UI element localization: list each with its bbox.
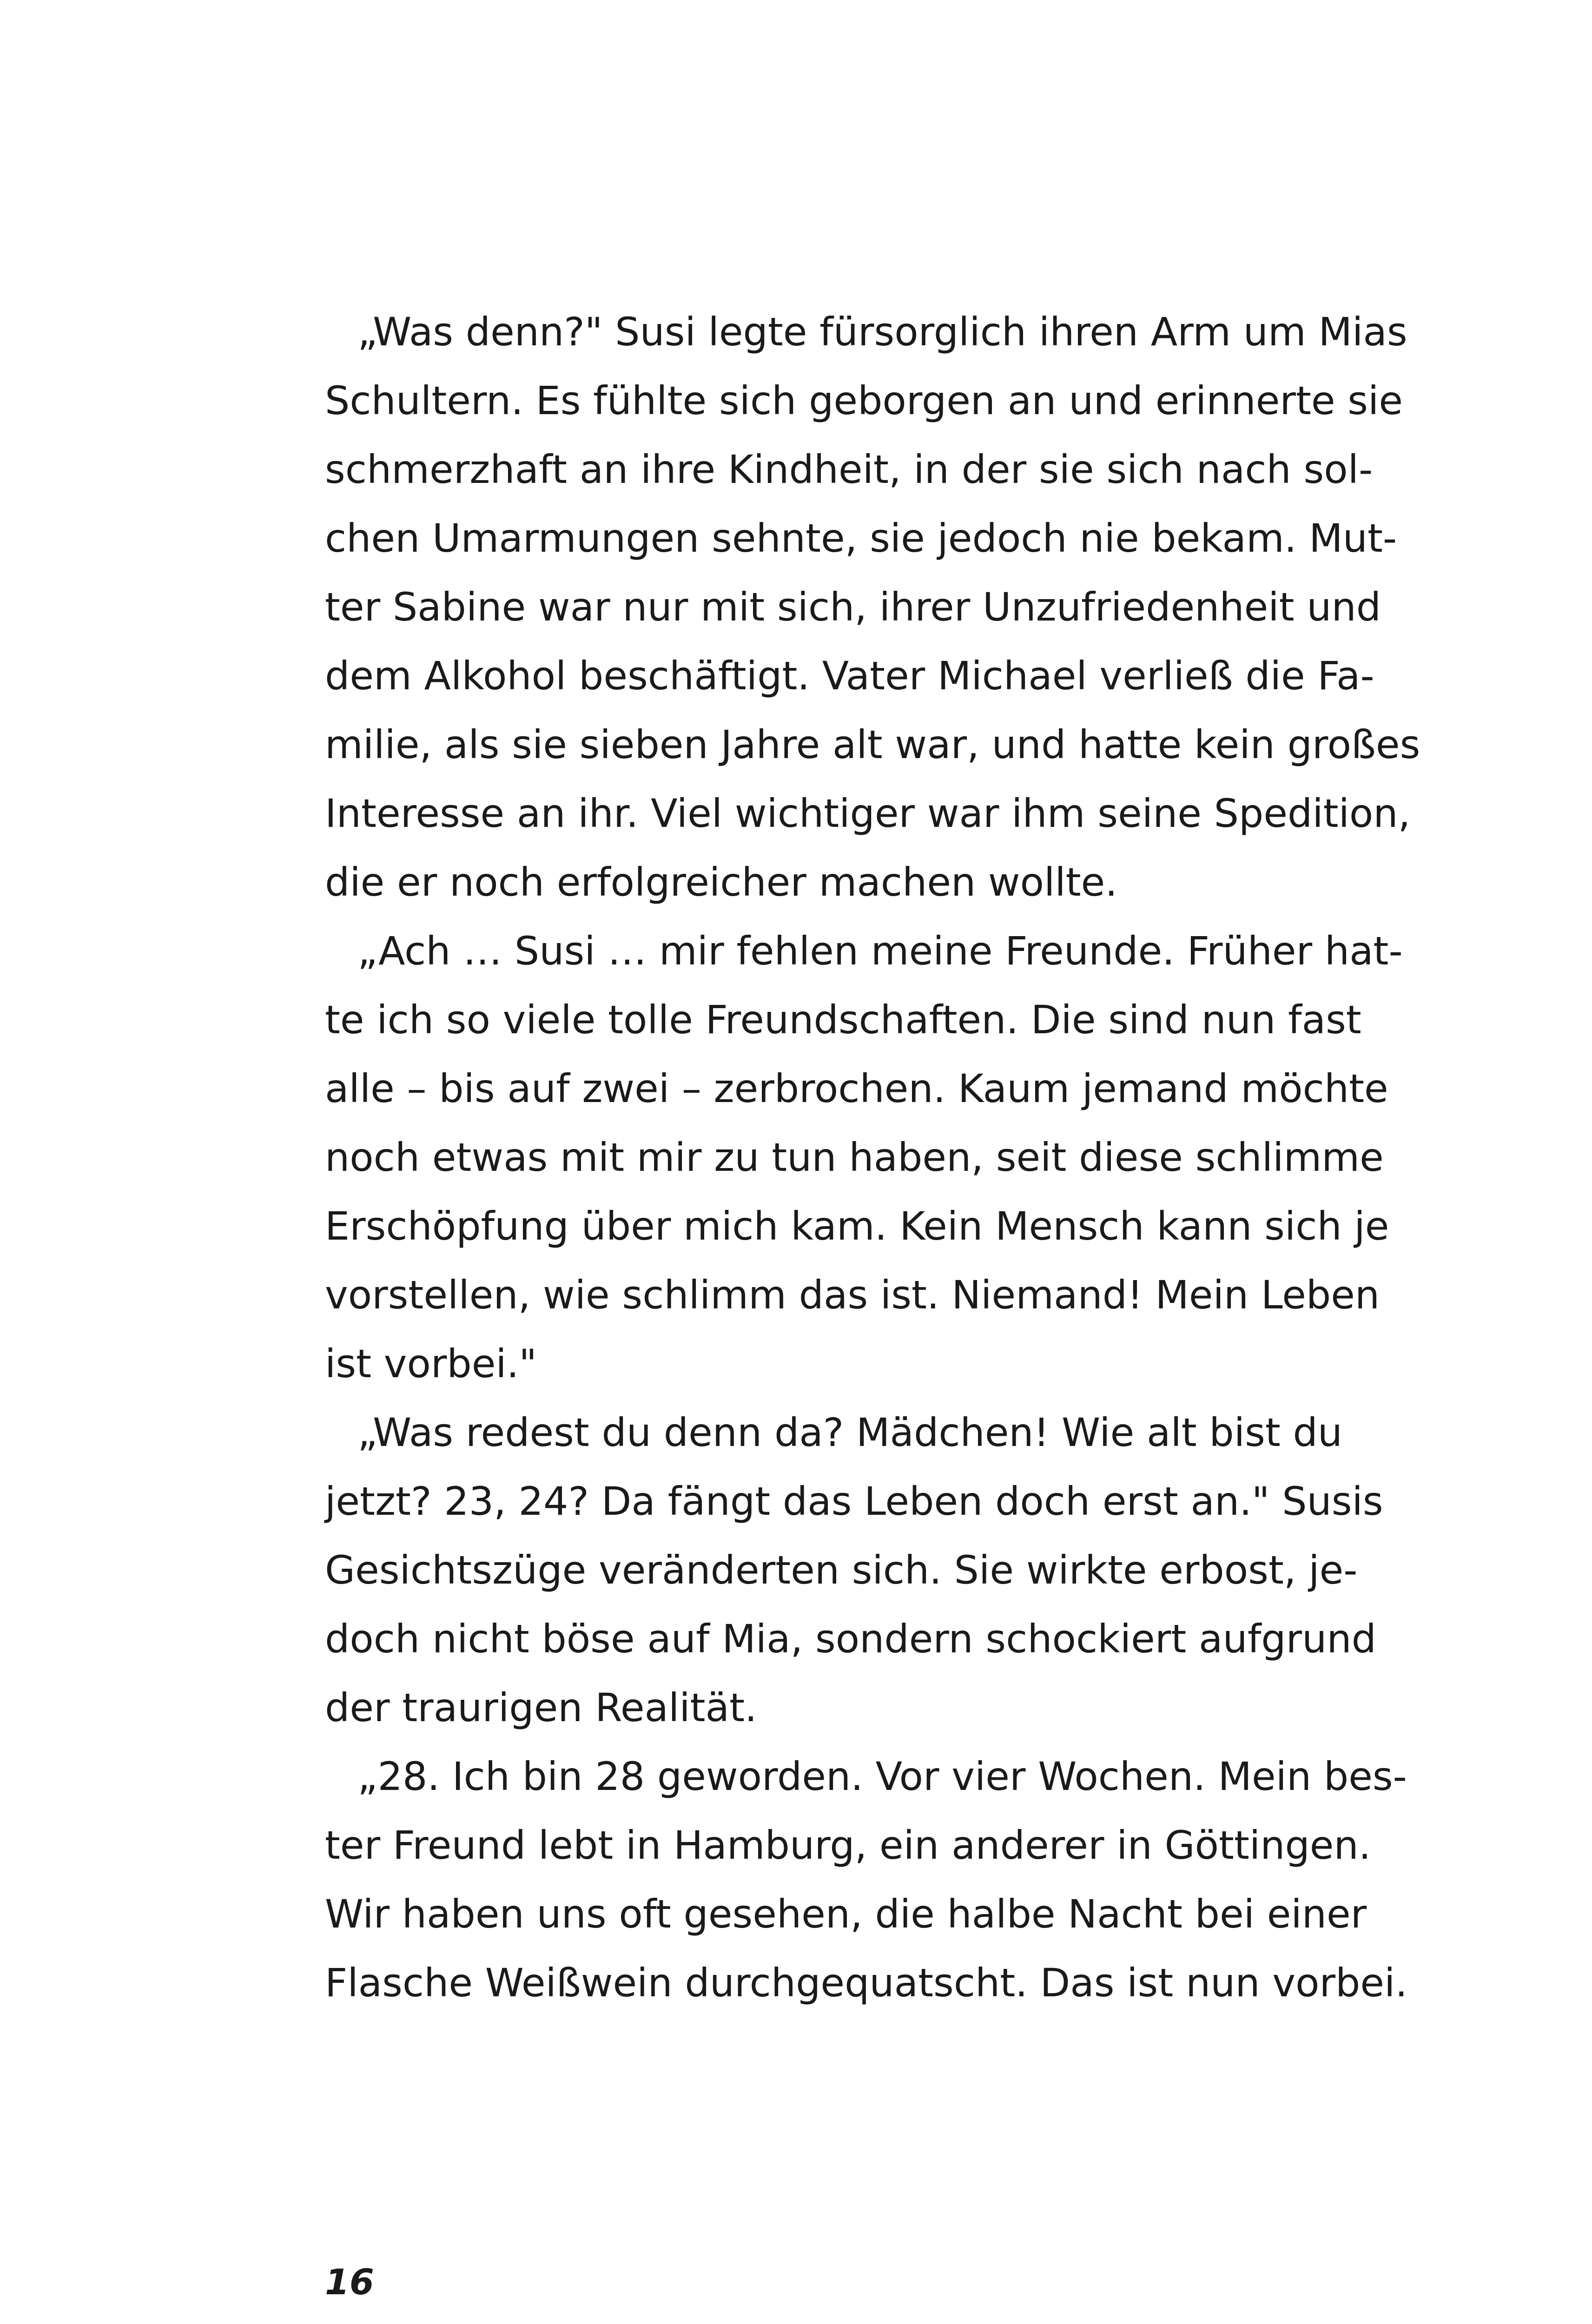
text-line: Flasche Weißwein durchgequatscht. Das ist nun vorbei. xyxy=(325,1960,1408,2006)
text-line: der traurigen Realität. xyxy=(325,1685,757,1730)
text-line: „Ach … Susi … mir fehlen meine Freunde. Früher hat- xyxy=(357,928,1403,974)
text-line: „Was denn?" Susi legte fürsorglich ihren Arm um Mias xyxy=(357,309,1407,355)
text-line: Interesse an ihr. Viel wichtiger war ihm seine Spedition, xyxy=(325,791,1411,836)
text-line: jetzt? 23, 24? Da fängt das Leben doch erst an." Susis xyxy=(325,1479,1383,1524)
text-line: schmerzhaft an ihre Kindheit, in der sie sich nach sol- xyxy=(325,447,1373,492)
text-line: Erschöpfung über mich kam. Kein Mensch kann sich je xyxy=(325,1203,1389,1249)
text-line: chen Umarmungen sehnte, sie jedoch nie bekam. Mut- xyxy=(325,515,1397,561)
text-line: ter Sabine war nur mit sich, ihrer Unzufriedenheit und xyxy=(325,584,1381,630)
text-line: alle – bis auf zwei – zerbrochen. Kaum jemand möchte xyxy=(325,1066,1388,1111)
page-number: 16 xyxy=(325,2261,374,2303)
text-line: ter Freund lebt in Hamburg, ein anderer in Göttingen. xyxy=(325,1822,1371,1868)
text-line: „28. Ich bin 28 geworden. Vor vier Wochen. Mein bes- xyxy=(357,1754,1407,1799)
text-line: Schultern. Es fühlte sich geborgen an und erinnerte sie xyxy=(325,378,1403,423)
text-line: vorstellen, wie schlimm das ist. Niemand! Mein Leben xyxy=(325,1272,1380,1318)
body-text xyxy=(325,297,1420,2017)
text-line: noch etwas mit mir zu tun haben, seit diese schlimme xyxy=(325,1135,1384,1180)
text-line: ist vorbei." xyxy=(325,1341,537,1386)
text-line: dem Alkohol beschäftigt. Vater Michael verließ die Fa- xyxy=(325,653,1374,699)
text-line: te ich so viele tolle Freundschaften. Die sind nun fast xyxy=(325,997,1361,1043)
text-line: Wir haben uns oft gesehen, die halbe Nacht bei einer xyxy=(325,1891,1367,1937)
text-line: Gesichtszüge veränderten sich. Sie wirkte erbost, je- xyxy=(325,1547,1358,1593)
text-line: „Was redest du denn da? Mädchen! Wie alt bist du xyxy=(357,1410,1343,1455)
text-line: doch nicht böse auf Mia, sondern schockiert aufgrund xyxy=(325,1616,1376,1662)
text-line: die er noch erfolgreicher machen wollte. xyxy=(325,859,1118,905)
text-line: milie, als sie sieben Jahre alt war, und hatte kein großes xyxy=(325,722,1420,767)
